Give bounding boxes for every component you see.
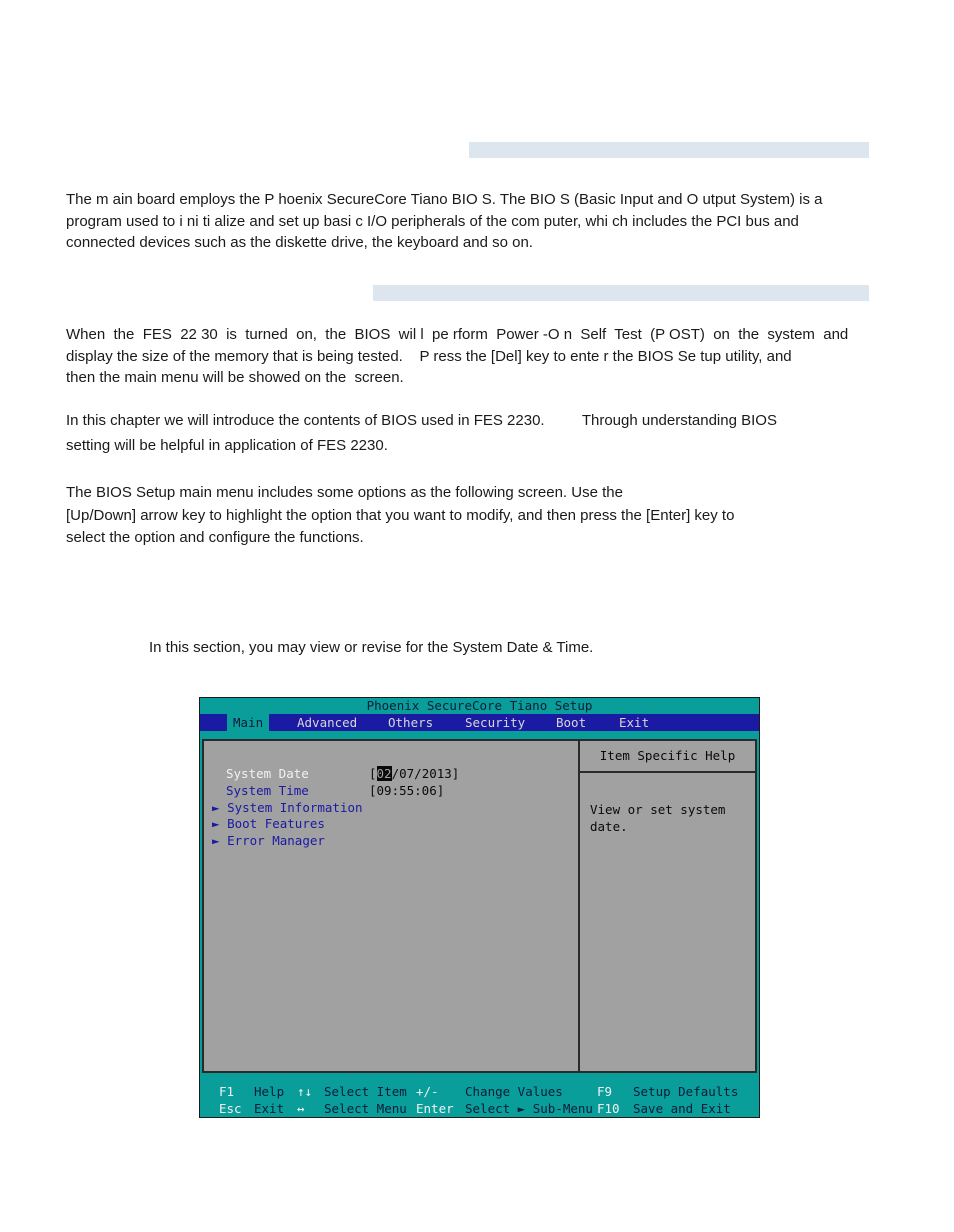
submenu-boot-features[interactable]	[212, 815, 325, 832]
footer-key-plusminus: +/-	[416, 1084, 439, 1099]
bios-tab-main[interactable]: Main	[227, 714, 269, 731]
footer-key-f10: F10	[597, 1101, 620, 1116]
text-line: select the option and configure the functions.	[66, 529, 364, 546]
submenu-arrow-icon: ►	[212, 800, 220, 815]
footer-desc-select-menu: Select Menu	[324, 1101, 407, 1116]
bios-tab-security[interactable]: Security	[465, 715, 526, 730]
text-line: In this chapter we will introduce the contents of BIOS used in FES 2230. Through understanding BIOS	[66, 412, 777, 429]
text-line: connected devices such as the diskette drive, the keyboard and so on.	[66, 234, 533, 251]
help-text	[590, 801, 750, 835]
footer-key-f9: F9	[597, 1084, 613, 1099]
footer-key-updown-icon: ↑↓	[297, 1084, 313, 1099]
footer-desc-help: Help	[254, 1084, 285, 1099]
text-line: setting will be helpful in application of FES 2230.	[66, 437, 388, 454]
footer-key-enter: Enter	[416, 1101, 454, 1116]
text-line: then the main menu will be showed on the screen.	[66, 369, 404, 386]
bios-tab-advanced[interactable]: Advanced	[297, 715, 358, 730]
bracket: [	[369, 766, 377, 781]
system-time-label[interactable]: System Time	[226, 783, 309, 798]
bios-menubar	[199, 714, 760, 731]
heading-bar-bios-setup	[373, 285, 869, 301]
footer-desc-exit: Exit	[254, 1101, 285, 1116]
heading-bar-bios	[469, 142, 869, 158]
section-description: In this section, you may view or revise for the System Date & Time.	[149, 639, 594, 656]
paragraph-post	[66, 324, 900, 389]
paragraph-bios-intro	[66, 189, 900, 254]
help-title: Item Specific Help	[580, 741, 755, 773]
submenu-label: Error Manager	[227, 833, 325, 848]
footer-desc-select-submenu: Select ► Sub-Menu	[465, 1101, 593, 1116]
system-date-label[interactable]: System Date	[226, 766, 309, 781]
bios-tab-others[interactable]: Others	[388, 715, 434, 730]
footer-desc-save-exit: Save and Exit	[633, 1101, 731, 1116]
text-line: The BIOS Setup main menu includes some options as the following screen. Use the	[66, 484, 623, 501]
system-time-value[interactable]: [09:55:06]	[369, 783, 445, 798]
footer-key-leftright-icon: ↔	[297, 1101, 305, 1116]
text-line: [Up/Down] arrow key to highlight the option that you want to modify, and then press the [Enter] key to	[66, 506, 735, 524]
bios-footer	[199, 1083, 760, 1118]
bios-help-panel	[580, 739, 757, 1073]
footer-key-esc: Esc	[219, 1101, 242, 1116]
help-text-line: date.	[590, 819, 628, 834]
system-date-value[interactable]	[369, 765, 459, 782]
date-rest: /07/2013]	[391, 766, 460, 781]
submenu-label: System Information	[227, 800, 363, 815]
submenu-system-information[interactable]	[212, 799, 363, 816]
paragraph-main-menu	[66, 482, 900, 550]
text-line: The m ain board employs the P hoenix SecureCore Tiano BIO S. The BIO S (Basic Input and O utput System) is a	[66, 191, 823, 208]
submenu-arrow-icon: ►	[212, 833, 220, 848]
paragraph-chapter	[66, 408, 900, 458]
footer-key-f1: F1	[219, 1084, 235, 1099]
submenu-label: Boot Features	[227, 816, 325, 831]
footer-desc-change-values: Change Values	[465, 1084, 563, 1099]
text-line: program used to i ni ti alize and set up basi c I/O peripherals of the com puter, whi ch includes the PCI bus and	[66, 212, 799, 230]
submenu-error-manager[interactable]	[212, 832, 325, 849]
text-line: display the size of the memory that is being tested. P ress the [Del] key to ente r the BIOS Se tup utility, and	[66, 347, 792, 365]
bios-main-panel	[202, 739, 580, 1073]
submenu-arrow-icon: ►	[212, 816, 220, 831]
bios-screenshot	[199, 697, 760, 1118]
footer-desc-select-item: Select Item	[324, 1084, 407, 1099]
bios-title: Phoenix SecureCore Tiano Setup	[366, 698, 593, 713]
bios-tab-exit[interactable]: Exit	[619, 715, 650, 730]
bios-body	[199, 731, 760, 1073]
footer-desc-setup-defaults: Setup Defaults	[633, 1084, 739, 1099]
help-text-line: View or set system	[590, 802, 726, 817]
text-line: When the FES 22 30 is turned on, the BIOS wil l pe rform Power -O n Self Test (P OST) on the system and	[66, 326, 849, 343]
bios-tab-boot[interactable]: Boot	[556, 715, 587, 730]
date-cursor[interactable]: 02	[376, 766, 392, 781]
